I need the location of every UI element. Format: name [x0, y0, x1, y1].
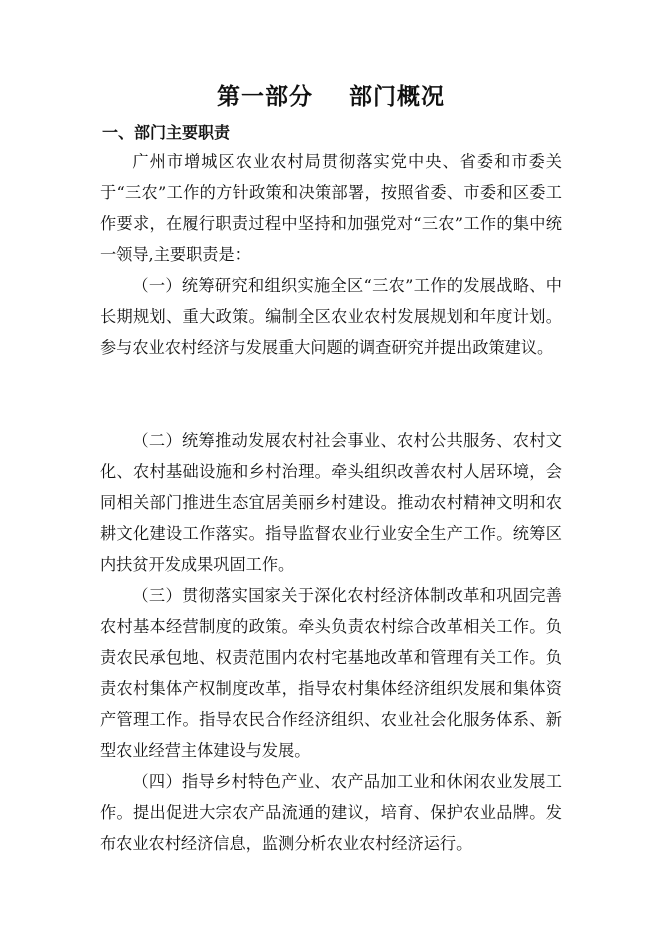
- section-heading: 一、部门主要职责: [102, 123, 231, 142]
- duty-paragraph-4: （四）指导乡村特色产业、农产品加工业和休闲农业发展工作。提出促进大宗农产品流通的建议，培育、保护农业品牌。发布农业农村经济信息，监测分析农业农村经济运行。: [100, 772, 562, 853]
- intro-paragraph: 广州市增城区农业农村局贯彻落实党中央、省委和市委关于“三农”工作的方针政策和决策部署，按照省委、市委和区委工作要求，在履行职责过程中坚持和加强党对“三农”工作的集中统一领导,主要职责是：: [100, 152, 562, 264]
- duty-paragraph-3: （三）贯彻落实国家关于深化农村经济体制改革和巩固完善农村基本经营制度的政策。牵头负责农村综合改革相关工作。负责农民承包地、权责范围内农村宅基地改革和管理有关工作。负责农村集体产权制度改革，指导农村集体经济组织发展和集体资产管理工作。指导农民合作经济组织、农业社会化服务体系、新型农业经营主体建设与发展。: [100, 586, 562, 760]
- duty-paragraph-1: （一）统筹研究和组织实施全区“三农”工作的发展战略、中长期规划、重大政策。编制全区农业农村发展规划和年度计划。参与农业农村经济与发展重大问题的调查研究并提出政策建议。: [100, 276, 562, 357]
- page-title: 第一部分 部门概况: [216, 83, 446, 110]
- duty-paragraph-2: （二）统筹推动发展农村社会事业、农村公共服务、农村文化、农村基础设施和乡村治理。牵头组织改善农村人居环境，会同相关部门推进生态宜居美丽乡村建设。推动农村精神文明和农耕文化建设工作落实。指导监督农业行业安全生产工作。统筹区内扶贫开发成果巩固工作。: [100, 431, 562, 574]
